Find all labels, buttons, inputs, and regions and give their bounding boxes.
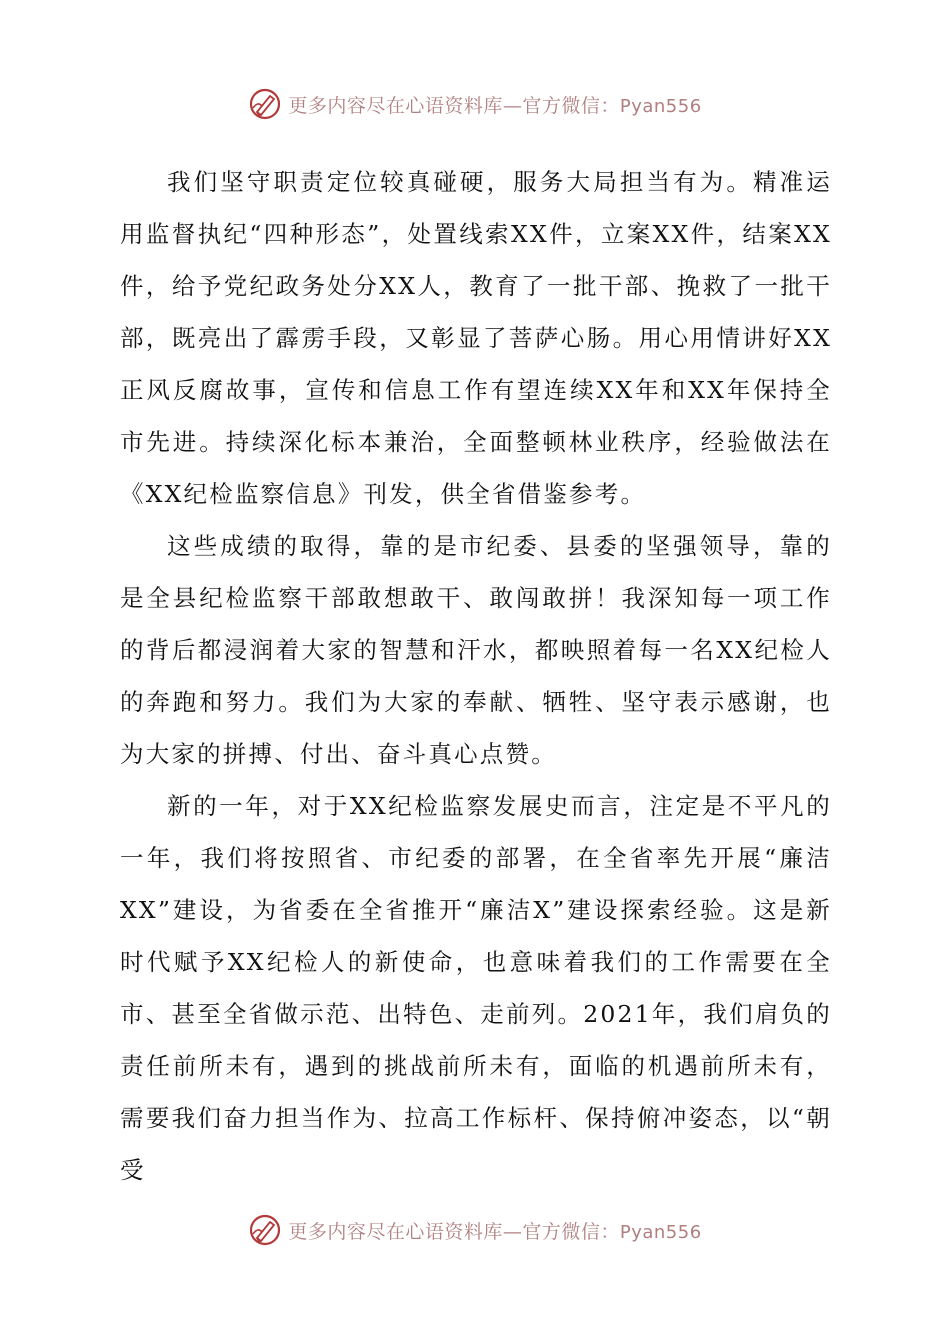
paragraph-2: 这些成绩的取得，靠的是市纪委、县委的坚强领导，靠的是全县纪检监察干部敢想敢干、敢闯敢拼！我深知每一项工作的背后都浸润着大家的智慧和汗水，都映照着每一名XX纪检人的奔跑和努力。我们为大家的奉献、牺牲、坚守表示感谢，也为大家的拼搏、付出、奋斗真心点赞。	[120, 532, 832, 768]
header-banner-text: 更多内容尽在心语资料库—官方微信：Pyan556	[288, 94, 702, 117]
paragraph-3: 新的一年，对于XX纪检监察发展史而言，注定是不平凡的一年，我们将按照省、市纪委的部署，在全省率先开展“廉洁XX”建设，为省委在全省推开“廉洁X”建设探索经验。这是新时代赋予XX纪检人的新使命，也意味着我们的工作需要在全市、甚至全省做示范、出特色、走前列。2021年，我们肩负的责任前所未有，遇到的挑战前所未有，面临的机遇前所未有，需要我们奋力担当作为、拉高工作标杆、保持俯冲姿态，以“朝受	[120, 792, 832, 1184]
footer-banner	[0, 1210, 950, 1250]
paragraph-1: 我们坚守职责定位较真碰硬，服务大局担当有为。精准运用监督执纪“四种形态”，处置线索XX件，立案XX件，结案XX件，给予党纪政务处分XX人，教育了一批干部、挽救了一批干部，既亮出了霹雳手段，又彰显了菩萨心肠。用心用情讲好XX正风反腐故事，宣传和信息工作有望连续XX年和XX年保持全市先进。持续深化标本兼治，全面整顿林业秩序，经验做法在《XX纪检监察信息》刊发，供全省借鉴参考。	[120, 168, 832, 508]
document-body	[120, 156, 832, 1196]
pen-logo-icon	[248, 1213, 282, 1247]
footer-banner-text: 更多内容尽在心语资料库—官方微信：Pyan556	[288, 1220, 702, 1243]
pen-logo-icon	[248, 87, 282, 121]
header-banner	[0, 84, 950, 124]
header-wechat-id: Pyan556	[619, 95, 702, 117]
footer-wechat-id: Pyan556	[619, 1221, 702, 1243]
